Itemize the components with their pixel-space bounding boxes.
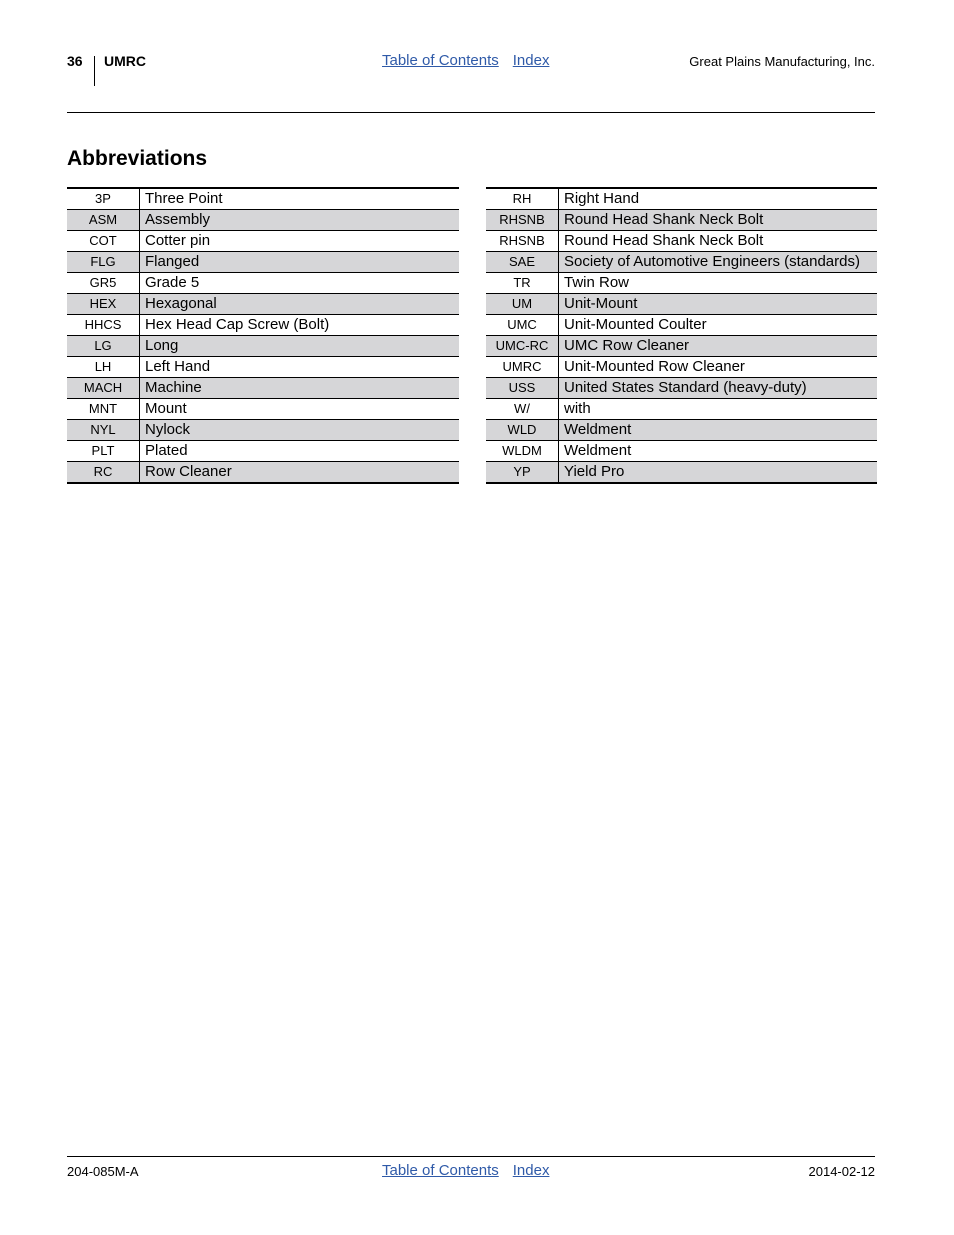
table-row [486, 357, 877, 378]
abbreviation-code: YP [486, 462, 559, 484]
abbreviation-code: USS [486, 378, 559, 399]
abbreviation-code: FLG [67, 252, 140, 273]
abbreviation-code: UM [486, 294, 559, 315]
abbreviation-code: MACH [67, 378, 140, 399]
page-number: 36 [67, 53, 83, 69]
abbreviation-code: RH [486, 188, 559, 210]
table-row [67, 378, 459, 399]
abbreviation-code: LG [67, 336, 140, 357]
abbreviation-code: 3P [67, 188, 140, 210]
abbreviation-meaning: Mount [140, 399, 460, 420]
abbreviation-code: WLDM [486, 441, 559, 462]
table-row [486, 294, 877, 315]
header-rule [67, 112, 875, 113]
table-row [67, 231, 459, 252]
footer-rule [67, 1156, 875, 1157]
table-row [486, 378, 877, 399]
abbreviation-code: W/ [486, 399, 559, 420]
abbreviation-meaning: UMC Row Cleaner [559, 336, 878, 357]
abbreviation-code: LH [67, 357, 140, 378]
abbreviation-meaning: Three Point [140, 188, 460, 210]
abbreviation-code: NYL [67, 420, 140, 441]
abbreviation-meaning: Twin Row [559, 273, 878, 294]
abbreviation-code: HHCS [67, 315, 140, 336]
header-nav [382, 52, 563, 69]
abbreviation-meaning: Weldment [559, 441, 878, 462]
table-row [67, 294, 459, 315]
abbreviation-meaning: Unit-Mounted Row Cleaner [559, 357, 878, 378]
publish-date: 2014-02-12 [808, 1164, 875, 1179]
abbreviations-table-right [486, 187, 877, 484]
table-row [486, 462, 877, 484]
abbreviation-meaning: Hexagonal [140, 294, 460, 315]
abbreviation-code: GR5 [67, 273, 140, 294]
table-row [486, 252, 877, 273]
table-row [67, 420, 459, 441]
abbreviation-meaning: with [559, 399, 878, 420]
table-row [486, 420, 877, 441]
table-row [67, 399, 459, 420]
table-row [486, 315, 877, 336]
footer-index-link[interactable]: Index [512, 1162, 550, 1179]
abbreviation-code: COT [67, 231, 140, 252]
abbreviation-meaning: Left Hand [140, 357, 460, 378]
abbreviation-meaning: Round Head Shank Neck Bolt [559, 210, 878, 231]
document-short-title: UMRC [104, 53, 146, 69]
table-row [486, 273, 877, 294]
page-title: Abbreviations [67, 147, 208, 170]
abbreviation-code: ASM [67, 210, 140, 231]
abbreviation-code: UMRC [486, 357, 559, 378]
table-row [67, 252, 459, 273]
abbreviation-meaning: Flanged [140, 252, 460, 273]
header-toc-link[interactable]: Table of Contents [382, 52, 499, 69]
abbreviation-meaning: Unit-Mount [559, 294, 878, 315]
abbreviation-meaning: Yield Pro [559, 462, 878, 484]
abbreviation-code: TR [486, 273, 559, 294]
table-row [67, 315, 459, 336]
abbreviation-meaning: Weldment [559, 420, 878, 441]
abbreviation-meaning: Row Cleaner [140, 462, 460, 484]
table-row [67, 441, 459, 462]
page-header [67, 50, 875, 90]
abbreviation-code: MNT [67, 399, 140, 420]
abbreviation-meaning: Machine [140, 378, 460, 399]
abbreviation-meaning: Nylock [140, 420, 460, 441]
abbreviation-meaning: United States Standard (heavy-duty) [559, 378, 878, 399]
abbreviation-meaning: Plated [140, 441, 460, 462]
abbreviation-meaning: Hex Head Cap Screw (Bolt) [140, 315, 460, 336]
abbreviation-code: UMC-RC [486, 336, 559, 357]
footer-nav [382, 1162, 563, 1179]
abbreviations-table-left [67, 187, 459, 484]
table-row [486, 231, 877, 252]
abbreviation-code: UMC [486, 315, 559, 336]
table-row [67, 357, 459, 378]
table-row [67, 210, 459, 231]
header-divider [94, 56, 95, 86]
abbreviation-code: WLD [486, 420, 559, 441]
abbreviation-code: RHSNB [486, 210, 559, 231]
table-row [486, 336, 877, 357]
company-name: Great Plains Manufacturing, Inc. [689, 54, 875, 69]
abbreviation-meaning: Grade 5 [140, 273, 460, 294]
abbreviation-meaning: Cotter pin [140, 231, 460, 252]
table-row [67, 273, 459, 294]
footer-toc-link[interactable]: Table of Contents [382, 1162, 499, 1179]
abbreviation-code: PLT [67, 441, 140, 462]
table-row [486, 210, 877, 231]
abbreviation-code: RHSNB [486, 231, 559, 252]
abbreviation-meaning: Round Head Shank Neck Bolt [559, 231, 878, 252]
abbreviation-meaning: Right Hand [559, 188, 878, 210]
table-row [486, 441, 877, 462]
table-row [486, 188, 877, 210]
header-index-link[interactable]: Index [512, 52, 550, 69]
abbreviation-meaning: Unit-Mounted Coulter [559, 315, 878, 336]
table-row [67, 188, 459, 210]
abbreviation-meaning: Long [140, 336, 460, 357]
table-row [486, 399, 877, 420]
abbreviation-meaning: Society of Automotive Engineers (standards) [559, 252, 878, 273]
abbreviation-code: HEX [67, 294, 140, 315]
table-row [67, 336, 459, 357]
abbreviation-code: RC [67, 462, 140, 484]
table-row [67, 462, 459, 484]
abbreviation-meaning: Assembly [140, 210, 460, 231]
document-number: 204-085M-A [67, 1164, 139, 1179]
abbreviation-code: SAE [486, 252, 559, 273]
